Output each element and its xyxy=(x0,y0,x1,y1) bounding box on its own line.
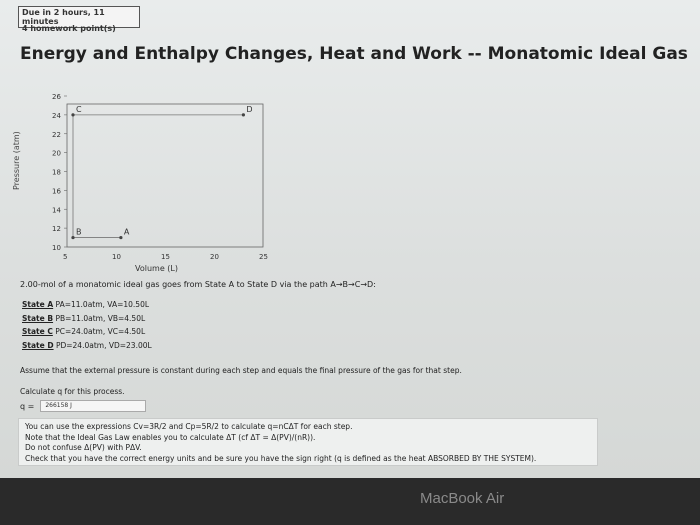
hint-line-4: Check that you have the correct energy units and be sure you have the sign right (q is defined as the heat ABSORBED BY THE SYSTEM). xyxy=(25,453,537,463)
x-axis-label: Volume (L) xyxy=(135,264,178,273)
y-tick-label: 20 xyxy=(52,149,61,158)
hint-line-1: You can use the expressions Cv=3R/2 and Cp=5R/2 to calculate q=nCΔT for each step. xyxy=(25,422,353,431)
hint-line-3: Do not confuse Δ(PV) with PΔV. xyxy=(25,443,142,452)
q-answer-input[interactable]: 266158 J xyxy=(40,400,146,412)
state-list xyxy=(22,298,152,352)
state-a-label: State A xyxy=(22,300,54,309)
q-answer-row xyxy=(20,400,146,412)
homework-points: 4 homework point(s) xyxy=(22,24,116,33)
state-d-label: State D xyxy=(22,340,54,350)
state-a-values: PA=11.0atm, VA=10.50L xyxy=(55,300,150,309)
state-b xyxy=(22,312,152,326)
state-c-label: State C xyxy=(22,327,53,336)
state-d xyxy=(22,339,152,353)
state-point-c xyxy=(71,113,74,116)
state-point-label: D xyxy=(246,104,253,114)
state-b-values: PB=11.0atm, VB=4.50L xyxy=(55,313,146,323)
y-tick-label: 14 xyxy=(52,206,61,215)
state-d-values: PD=24.0atm, VD=23.00L xyxy=(55,340,152,350)
y-tick-label: 16 xyxy=(52,187,61,196)
y-tick-label: 24 xyxy=(52,111,61,120)
x-tick-label: 10 xyxy=(112,253,121,261)
state-c-values: PC=24.0atm, VC=4.50L xyxy=(55,327,146,336)
problem-description: 2.00-mol of a monatomic ideal gas goes from State A to State D via the path A→B→C→D: xyxy=(20,280,376,289)
state-point-d xyxy=(242,113,245,116)
assumption-text: Assume that the external pressure is constant during each step and equals the final pressure of the gas for that step. xyxy=(20,366,462,375)
q-label: q = xyxy=(20,401,35,411)
state-c xyxy=(22,325,152,339)
y-tick-label: 12 xyxy=(52,225,61,234)
plot-frame xyxy=(67,104,263,247)
state-point-b xyxy=(71,236,74,239)
state-point-label: C xyxy=(76,104,82,114)
x-tick-label: 20 xyxy=(210,253,219,261)
page-title: Energy and Enthalpy Changes, Heat and Work -- Monatomic Ideal Gas xyxy=(20,44,688,64)
y-axis-label: Pressure (atm) xyxy=(12,131,21,190)
y-tick-label: 18 xyxy=(52,168,61,177)
calculate-prompt: Calculate q for this process. xyxy=(20,387,125,396)
x-tick-label: 25 xyxy=(259,253,268,261)
hint-box xyxy=(18,418,598,466)
x-tick-label: 5 xyxy=(63,253,68,261)
y-tick-label: 10 xyxy=(52,244,61,252)
hint-line-2: Note that the Ideal Gas Law enables you to calculate ΔT (cf ΔT = Δ(PV)/(nR)). xyxy=(25,432,316,442)
due-timer: Due in 2 hours, 11 minutes xyxy=(18,6,140,28)
y-tick-label: 22 xyxy=(52,130,61,139)
state-point-label: B xyxy=(76,227,82,237)
state-a xyxy=(22,298,152,312)
laptop-bezel xyxy=(0,478,700,525)
state-b-label: State B xyxy=(22,313,54,323)
state-point-label: A xyxy=(123,227,130,237)
x-tick-label: 15 xyxy=(161,253,170,261)
y-tick-label: 26 xyxy=(52,93,61,101)
state-point-a xyxy=(119,236,122,239)
device-label: MacBook Air xyxy=(420,490,505,507)
